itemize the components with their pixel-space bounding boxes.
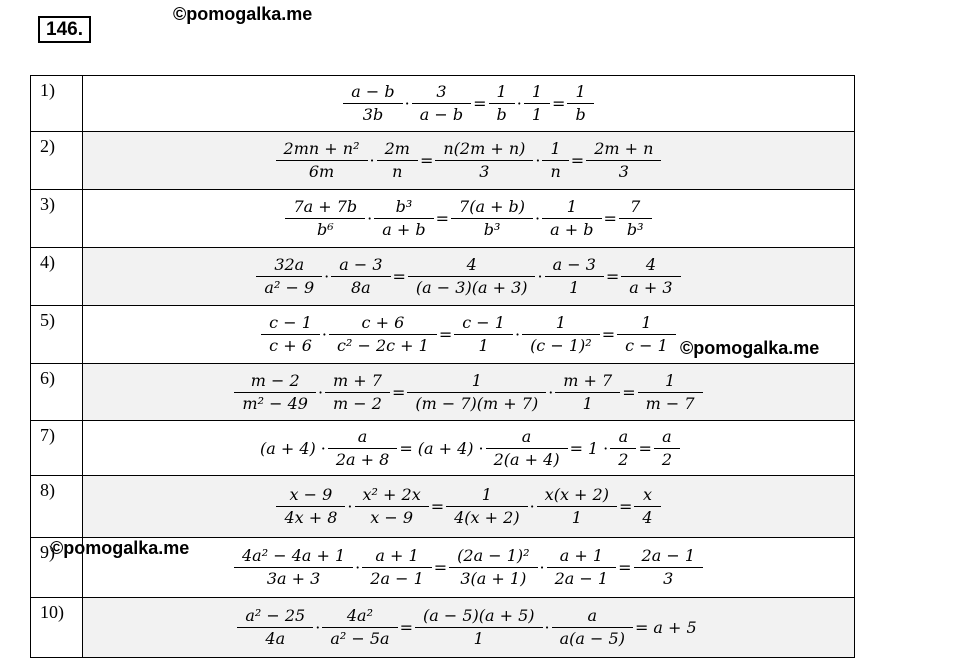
equation xyxy=(235,545,702,590)
denominator: (c − 1)² xyxy=(522,334,600,357)
operator: = xyxy=(435,209,450,228)
fraction xyxy=(241,605,309,650)
fraction xyxy=(526,312,596,357)
operator: = xyxy=(419,151,434,170)
table-row xyxy=(31,421,855,476)
numerator: c − 1 xyxy=(462,313,505,332)
equation xyxy=(344,81,592,126)
denominator: 8a xyxy=(331,276,390,299)
fraction xyxy=(638,545,699,590)
operator: · xyxy=(548,382,554,402)
equation-cell xyxy=(83,538,855,598)
operator: = xyxy=(433,558,448,577)
operator: · xyxy=(514,325,521,344)
numerator: 4a² − 4a + 1 xyxy=(241,546,346,565)
numerator: 7 xyxy=(630,197,641,216)
equation xyxy=(235,370,701,415)
operator: = xyxy=(638,438,652,458)
row-number: 4) xyxy=(31,248,83,306)
fraction xyxy=(335,254,386,299)
operator: = xyxy=(618,558,632,577)
numerator: 4 xyxy=(466,255,477,274)
fraction xyxy=(366,545,427,590)
fraction xyxy=(546,138,564,183)
denominator: 3 xyxy=(435,160,533,183)
denominator: m² − 49 xyxy=(234,392,316,415)
fraction xyxy=(280,138,364,183)
fraction xyxy=(453,545,533,590)
numerator: (a − 5)(a + 5) xyxy=(422,606,535,625)
equation-cell xyxy=(83,248,855,306)
numerator: 32a xyxy=(274,255,305,274)
fraction xyxy=(625,254,676,299)
fraction xyxy=(458,312,509,357)
operator: · xyxy=(317,382,324,402)
fraction xyxy=(621,312,672,357)
fraction xyxy=(416,81,467,126)
operator: · xyxy=(478,438,484,458)
fraction xyxy=(559,370,616,415)
numerator: 1 xyxy=(575,82,586,101)
operator: = xyxy=(570,151,585,170)
denominator: 2 xyxy=(610,448,636,471)
fraction xyxy=(419,605,539,650)
operator: = xyxy=(438,325,453,344)
numerator: 1 xyxy=(566,197,577,216)
fraction xyxy=(541,484,613,529)
numerator: a xyxy=(618,426,629,446)
fraction xyxy=(546,196,597,241)
fraction xyxy=(493,81,511,126)
fraction xyxy=(551,545,612,590)
table-row xyxy=(31,248,855,306)
row-number: 6) xyxy=(31,364,83,421)
row-number: 5) xyxy=(31,306,83,364)
equation-cell xyxy=(83,598,855,658)
fraction xyxy=(381,138,414,183)
fraction xyxy=(359,484,425,529)
denominator: m − 7 xyxy=(638,392,703,415)
denominator: 2 xyxy=(654,448,680,471)
fraction xyxy=(614,426,632,471)
fraction xyxy=(332,426,393,471)
operator: · xyxy=(539,558,545,577)
numerator: n(2m + n) xyxy=(443,139,526,158)
denominator: a² − 5a xyxy=(322,627,397,650)
fraction xyxy=(333,312,433,357)
denominator: a² − 9 xyxy=(256,276,322,299)
solutions-table xyxy=(30,75,855,658)
problem-number: 146. xyxy=(38,16,91,43)
operator: = xyxy=(634,618,649,637)
equation-cell xyxy=(83,364,855,421)
denominator: c − 1 xyxy=(617,334,676,357)
denominator: m − 2 xyxy=(325,392,390,415)
operator: · xyxy=(324,267,330,286)
denominator: c + 6 xyxy=(261,334,320,357)
fraction xyxy=(571,81,589,126)
equation-cell xyxy=(83,421,855,476)
denominator: 1 xyxy=(555,392,620,415)
numerator: a − b xyxy=(351,82,395,101)
fraction xyxy=(289,196,361,241)
numerator: 1 xyxy=(665,370,676,390)
denominator: 4x + 8 xyxy=(276,506,345,529)
denominator: 4a xyxy=(237,627,313,650)
row-number: 8) xyxy=(31,476,83,538)
fraction xyxy=(590,138,657,183)
denominator: a + 3 xyxy=(621,276,680,299)
operator: · xyxy=(529,497,535,516)
operator: · xyxy=(537,267,543,286)
operator: = xyxy=(552,94,566,113)
fraction xyxy=(642,370,699,415)
denominator: 3 xyxy=(586,160,661,183)
numerator: x xyxy=(642,485,652,504)
denominator: 2a − 1 xyxy=(547,567,616,590)
fraction xyxy=(455,196,529,241)
fraction xyxy=(329,370,386,415)
fraction xyxy=(638,484,656,529)
fraction xyxy=(378,196,429,241)
numerator: a xyxy=(587,606,598,625)
operator: · xyxy=(535,151,541,170)
numerator: x − 9 xyxy=(289,485,333,504)
operator: = xyxy=(601,325,616,344)
denominator: 3b xyxy=(343,103,402,126)
numerator: x(x + 2) xyxy=(544,485,609,504)
fraction xyxy=(347,81,398,126)
row-number: 2) xyxy=(31,132,83,190)
numerator: (2a − 1)² xyxy=(457,546,530,565)
equation-cell xyxy=(83,76,855,132)
denominator: 1 xyxy=(537,506,617,529)
equation-cell xyxy=(83,476,855,538)
equation xyxy=(262,312,675,357)
row-number: 9) xyxy=(31,538,83,598)
operator: · xyxy=(404,94,410,113)
numerator: a² − 25 xyxy=(245,606,306,625)
operator: · xyxy=(355,558,361,577)
numerator: 7a + 7b xyxy=(293,197,358,216)
denominator: (a − 3)(a + 3) xyxy=(408,276,536,299)
denominator: (m − 7)(m + 7) xyxy=(407,392,546,415)
denominator: 3a + 3 xyxy=(234,567,353,590)
table-row xyxy=(31,598,855,658)
numerator: x² + 2x xyxy=(362,485,421,504)
row-number: 10) xyxy=(31,598,83,658)
numerator: 4 xyxy=(645,255,657,274)
denominator: n xyxy=(377,160,418,183)
numerator: 2m xyxy=(384,139,410,158)
operator: = xyxy=(622,382,636,402)
denominator: a − b xyxy=(412,103,471,126)
numerator: 7(a + b) xyxy=(459,197,526,216)
denominator: b⁶ xyxy=(285,218,365,241)
operator: · xyxy=(603,438,609,458)
numerator: a − 3 xyxy=(552,255,596,274)
numerator: 2mn + n² xyxy=(283,139,360,158)
operator: = xyxy=(473,94,487,113)
denominator: 4 xyxy=(634,506,660,529)
numerator: 1 xyxy=(496,82,507,101)
watermark-middle: ©pomogalka.me xyxy=(680,338,820,358)
row-number: 7) xyxy=(31,421,83,476)
operator: · xyxy=(347,497,353,516)
denominator: b³ xyxy=(619,218,652,241)
operator: · xyxy=(544,618,550,637)
row-number: 3) xyxy=(31,190,83,248)
fraction xyxy=(260,254,318,299)
equation xyxy=(238,605,698,650)
numerator: m + 7 xyxy=(333,370,382,390)
denominator: 1 xyxy=(545,276,604,299)
denominator: b xyxy=(489,103,515,126)
denominator: 1 xyxy=(524,103,550,126)
numerator: 2a − 1 xyxy=(641,546,695,565)
expression-term: a + 5 xyxy=(653,618,697,637)
operator: = xyxy=(603,209,617,228)
operator: = xyxy=(618,497,633,516)
operator: = xyxy=(430,497,445,516)
table-row xyxy=(31,476,855,538)
fraction xyxy=(490,426,564,471)
numerator: 1 xyxy=(471,370,482,390)
operator: = xyxy=(392,267,406,286)
equation xyxy=(258,426,679,471)
equation-cell xyxy=(83,190,855,248)
numerator: a + 1 xyxy=(375,546,419,565)
equation-cell xyxy=(83,132,855,190)
denominator: 2(a + 4) xyxy=(486,448,568,471)
operator: · xyxy=(320,438,326,458)
operator: · xyxy=(516,94,522,113)
denominator: 6m xyxy=(276,160,368,183)
denominator: c² − 2c + 1 xyxy=(329,334,437,357)
table-row xyxy=(31,76,855,132)
numerator: a xyxy=(662,426,672,446)
fraction xyxy=(658,426,676,471)
watermark-top: ©pomogalka.me xyxy=(173,4,313,24)
denominator: 3 xyxy=(634,567,703,590)
denominator: x − 9 xyxy=(355,506,429,529)
fraction xyxy=(556,605,629,650)
numerator: m − 2 xyxy=(250,370,300,390)
denominator: n xyxy=(542,160,568,183)
numerator: 3 xyxy=(436,82,447,101)
denominator: 2a − 1 xyxy=(362,567,431,590)
numerator: c − 1 xyxy=(269,313,312,332)
fraction xyxy=(238,545,349,590)
denominator: a + b xyxy=(542,218,601,241)
fraction xyxy=(265,312,316,357)
fraction xyxy=(528,81,546,126)
table-row xyxy=(31,190,855,248)
numerator: 1 xyxy=(550,139,561,158)
operator: = xyxy=(399,618,413,637)
numerator: a + 1 xyxy=(559,546,604,565)
fraction xyxy=(439,138,529,183)
operator: = xyxy=(391,382,406,402)
operator: = xyxy=(605,267,620,286)
expression-term: (a + 4) xyxy=(259,438,316,458)
watermark-bottom: ©pomogalka.me xyxy=(50,538,190,558)
numerator: b³ xyxy=(395,197,413,216)
fraction xyxy=(623,196,648,241)
table-row xyxy=(31,132,855,190)
numerator: m + 7 xyxy=(563,370,613,390)
denominator: 3(a + 1) xyxy=(449,567,537,590)
numerator: 1 xyxy=(641,313,652,332)
denominator: 1 xyxy=(454,334,513,357)
fraction xyxy=(326,605,393,650)
operator: · xyxy=(321,325,327,344)
operator: · xyxy=(369,151,375,170)
numerator: a − 3 xyxy=(339,255,383,274)
table-row xyxy=(31,364,855,421)
denominator: 1 xyxy=(415,627,543,650)
numerator: 4a² xyxy=(346,606,373,625)
denominator: b xyxy=(567,103,593,126)
numerator: 1 xyxy=(555,313,566,332)
denominator: 4(x + 2) xyxy=(446,506,527,529)
denominator: a + b xyxy=(374,218,433,241)
expression-term: (a + 4) xyxy=(417,438,474,458)
numerator: 1 xyxy=(481,485,492,504)
fraction xyxy=(549,254,600,299)
numerator: 2m + n xyxy=(594,139,654,158)
equation xyxy=(286,196,650,241)
operator: = xyxy=(399,438,413,458)
equation xyxy=(277,138,661,183)
operator: · xyxy=(315,618,321,637)
denominator: 2a + 8 xyxy=(328,448,397,471)
denominator: b³ xyxy=(451,218,533,241)
denominator: a(a − 5) xyxy=(552,627,633,650)
fraction xyxy=(238,370,312,415)
numerator: a xyxy=(357,426,368,446)
fraction xyxy=(411,370,542,415)
equation xyxy=(277,484,659,529)
equation xyxy=(257,254,679,299)
fraction xyxy=(412,254,532,299)
fraction xyxy=(450,484,523,529)
expression-term: 1 xyxy=(587,438,599,458)
row-number: 1) xyxy=(31,76,83,132)
numerator: 1 xyxy=(531,82,543,101)
operator: = xyxy=(569,438,583,458)
operator: · xyxy=(535,209,541,228)
operator: · xyxy=(367,209,373,228)
numerator: a xyxy=(521,426,532,446)
numerator: c + 6 xyxy=(361,313,405,332)
fraction xyxy=(280,484,341,529)
